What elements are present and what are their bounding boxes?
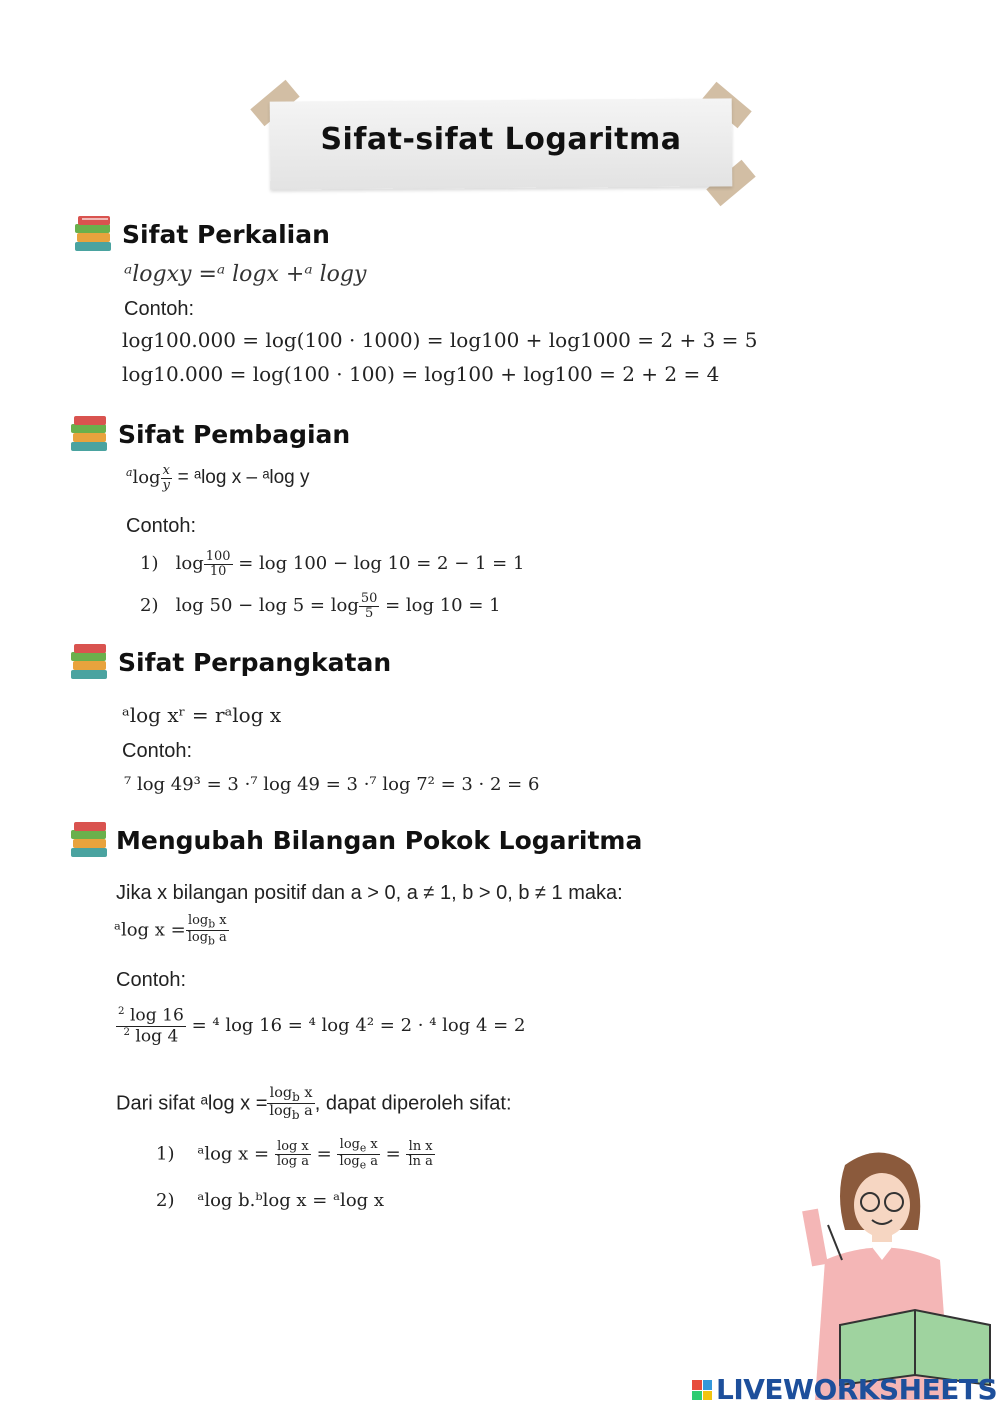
contoh-label: Contoh:: [116, 969, 187, 991]
example-change-base: $\frac{^2 \log 16}{^2 \log 4}$ = ⁴ log 16 = ⁴ log 4² = 2 · ⁴ log 4 = 2: [118, 1005, 526, 1047]
example-pembagian-2: 2) log 50 − log 5 = log $\frac{50}{5}$ = log 10 = 1: [140, 591, 501, 621]
formula-pembagian: $^a$log $\frac{x}{y}$ = ᵃlog x – ᵃlog y: [126, 463, 310, 493]
liveworksheets-logo-icon: [692, 1380, 712, 1400]
liveworksheets-logo: LIVEWORKSHEETS: [716, 1373, 998, 1406]
example-perkalian-2: log10.000 = log(100 · 100) = log100 + log100 = 2 + 2 = 4: [122, 362, 720, 386]
section-heading-bilangan-pokok: Mengubah Bilangan Pokok Logaritma: [116, 826, 643, 855]
formula-change-base: ᵃlog x = $\frac{\log_b x}{\log_b a}$: [114, 913, 227, 948]
books-icon: [68, 642, 110, 684]
example-perpangkatan: ⁷ log 49³ = 3 ·⁷ log 49 = 3 ·⁷ log 7² = 3 · 2 = 6: [124, 774, 540, 795]
condition-text: Jika x bilangan positif dan a > 0, a ≠ 1, b > 0, b ≠ 1 maka:: [116, 882, 623, 904]
books-icon: [68, 820, 110, 862]
derived-intro: Dari sifat ᵃlog x = $\frac{\log_b x}{\log_b a}$ , dapat diperoleh sifat:: [116, 1085, 512, 1123]
formula-perpangkatan: ᵃlog xʳ = rᵃlog x: [122, 703, 282, 727]
teacher-illustration: [800, 1150, 1000, 1400]
derived-rule-2: 2) ᵃlog b.ᵇlog x = ᵃlog x: [156, 1190, 385, 1211]
books-icon: [68, 414, 110, 456]
contoh-label: Contoh:: [122, 740, 193, 762]
contoh-label: Contoh:: [124, 298, 195, 320]
example-perkalian-1: log100.000 = log(100 · 1000) = log100 + log1000 = 2 + 3 = 5: [122, 328, 758, 352]
section-heading-pembagian: Sifat Pembagian: [118, 420, 351, 449]
example-pembagian-1: 1) log $\frac{100}{10}$ = log 100 − log 10 = 2 − 1 = 1: [140, 549, 525, 579]
page-title: Sifat-sifat Logaritma: [320, 122, 682, 157]
derived-rule-1: 1) ᵃlog x = $\frac{\text{log x}}{\text{log a}}$ = $\frac{\log_e x}{\log_e a}$ = $\frac{\text{ln x}}{\text{ln a}}$: [156, 1137, 433, 1172]
books-icon: [72, 214, 114, 256]
formula-perkalian: ᵃlogxy =ᵃ logx +ᵃ logy: [124, 262, 367, 287]
section-heading-perpangkatan: Sifat Perpangkatan: [118, 648, 392, 677]
contoh-label: Contoh:: [126, 515, 197, 537]
section-heading-perkalian: Sifat Perkalian: [122, 220, 330, 249]
